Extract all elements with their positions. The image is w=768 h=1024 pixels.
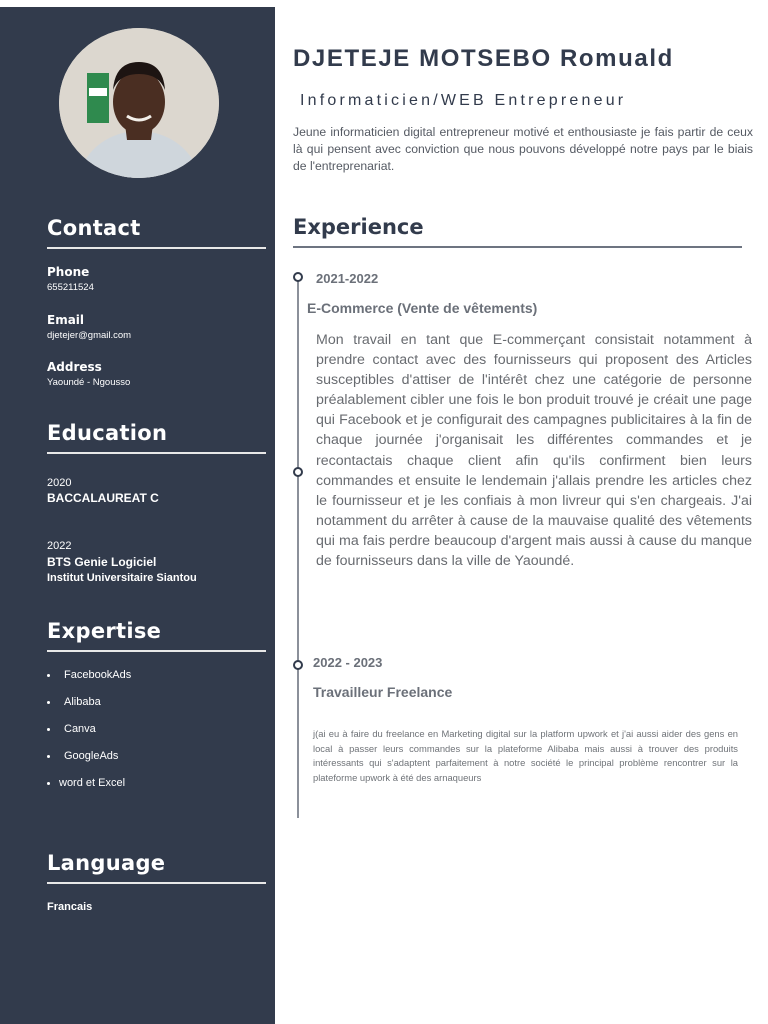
job-date: 2021-2022 (316, 271, 379, 286)
timeline-dot (293, 660, 303, 670)
contact-divider (47, 247, 266, 249)
candidate-role: Informaticien/WEB Entrepreneur (300, 92, 627, 109)
experience-heading: Experience (293, 215, 424, 239)
job-date: 2022 - 2023 (313, 655, 383, 670)
education-year: 2022 (47, 540, 72, 552)
skill-label: Alibaba (64, 696, 101, 708)
contact-heading: Contact (47, 216, 141, 240)
timeline-line (297, 278, 299, 818)
skill-label: FacebookAds (64, 669, 132, 681)
skill-label: GoogleAds (64, 750, 119, 762)
profile-photo (59, 28, 219, 178)
list-item (47, 723, 96, 735)
list-item (47, 750, 118, 762)
timeline-dot (293, 272, 303, 282)
email-value: djetejer@gmail.com (47, 330, 132, 341)
list-item (47, 669, 131, 681)
profile-summary: Jeune informaticien digital entrepreneur motivé et enthousiaste je fais partir de ceux là qui pensent avec conviction que nous pouvons développé notre pays par le biais de l'entreprenariat. (293, 125, 753, 173)
expertise-heading: Expertise (47, 619, 162, 643)
skill-label: word et Excel (59, 777, 126, 789)
expertise-divider (47, 650, 266, 652)
address-value: Yaoundé - Ngousso (47, 377, 131, 388)
candidate-name: DJETEJE MOTSEBO Romuald (293, 45, 674, 72)
sidebar (0, 7, 275, 1024)
language-heading: Language (47, 851, 166, 875)
language-divider (47, 882, 266, 884)
skill-label: Canva (64, 723, 96, 735)
education-school: Institut Universitaire Siantou (47, 572, 197, 584)
email-label: Email (47, 313, 85, 327)
education-heading: Education (47, 421, 168, 445)
list-item (47, 777, 125, 789)
job-title: Travailleur Freelance (313, 684, 453, 700)
phone-label: Phone (47, 265, 90, 279)
education-year: 2020 (47, 477, 72, 489)
education-divider (47, 452, 266, 454)
list-item (47, 696, 101, 708)
phone-value: 655211524 (47, 282, 94, 293)
job-title: E-Commerce (Vente de vêtements) (307, 300, 538, 316)
education-degree: BACCALAUREAT C (47, 491, 159, 505)
language-item: Francais (47, 901, 93, 913)
job-description: Mon travail en tant que E-commerçant consistait notamment à prendre contact avec des fournisseurs qui proposent des Articles susceptibles d'attiser de l'intérêt chez une catégorie de personne préalablement cibler une fois le bon produit trouvé je créait une page qui Facebook et je configurait des campagnes publicitaires à la fin de chaque journée j'organisait les différentes commandes et je recontactais chaque client afin qu'ils confirment bien leurs commandes et ensuite le lendemain j'allais prendre les articles chez le fournisseur et je les confiais à mon livreur qui s'en chargeais. J'ai notamment du arrêter à cause de la mauvaise qualité des vêtements qui ma fais perdre beaucoup d'argent mais aussi à cause du manque de fournisseurs dans la ville de Yaoundé. (316, 332, 752, 570)
education-degree: BTS Genie Logiciel (47, 555, 157, 569)
experience-divider (293, 246, 742, 248)
address-label: Address (47, 360, 102, 374)
timeline-dot (293, 467, 303, 477)
job-description: j(ai eu à faire du freelance en Marketing digital sur la platform upwork et j'ai aussi aider des gens en local à passer leurs commandes sur la plateforme Alibaba mais aussi à trouver des produits intéressants qui s'adaptent parfaitement à notre société le principal problème rencontrer sur la plateforme upwork à été des arnaqueurs (313, 728, 738, 783)
